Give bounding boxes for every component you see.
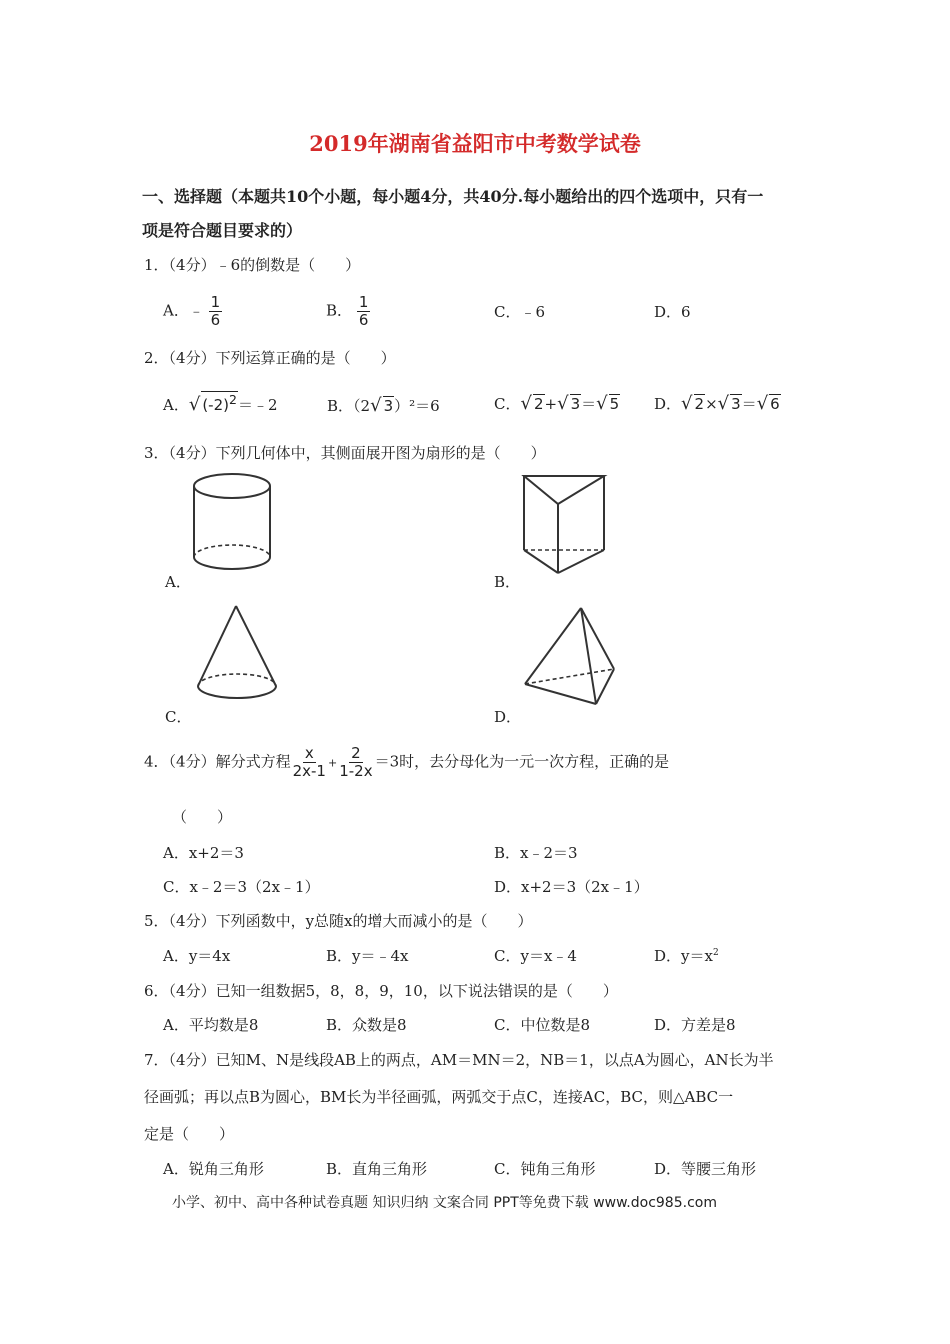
- q4-blank: （ ）: [172, 808, 233, 826]
- q7-option-c: C．钝角三角形: [494, 1160, 596, 1178]
- q1-a-fraction: [209, 294, 223, 329]
- q4-fraction-1: [291, 745, 328, 780]
- q2-stem: 2．（4分）下列运算正确的是（ ）: [144, 349, 396, 367]
- q4-stem: [144, 745, 669, 780]
- q1-stem: 1．（4分）﹣6的倒数是（ ）: [144, 256, 361, 274]
- q2-d-r2: 3: [731, 395, 741, 413]
- q1-b-num: 1: [358, 293, 369, 311]
- q7-line3: 定是（ ）: [144, 1125, 235, 1143]
- q2-a-exp: 2: [229, 392, 237, 407]
- q1-option-d: D．6: [654, 303, 691, 321]
- q2-option-d: D．√ 2×√ 3＝√ 6: [654, 393, 780, 414]
- q5-option-c: C．y＝x﹣4: [494, 947, 577, 965]
- q1-a-den: 6: [210, 311, 221, 329]
- q1-a-num: 1: [210, 293, 221, 311]
- q5-d-pre: D．y＝x: [654, 947, 713, 965]
- q2-b-rest: ）²＝6: [394, 397, 440, 415]
- q4-f2-den: 1-2x: [339, 762, 373, 780]
- q6-option-b: B．众数是8: [326, 1016, 407, 1034]
- q3-option-a: A．: [165, 573, 191, 591]
- q1-option-c: C．﹣6: [494, 303, 546, 321]
- sqrt-icon: √: [596, 393, 608, 414]
- q6-option-d: D．方差是8: [654, 1016, 736, 1034]
- q1-b-label: B．: [326, 301, 353, 320]
- q7-option-a: A．锐角三角形: [163, 1160, 264, 1178]
- q2-option-c: C．√ 2+√ 3＝√ 5: [494, 393, 620, 414]
- q7-line2: 径画弧；再以点B为圆心，BM长为半径画弧，两弧交于点C，连接AC，BC，则△ABC一: [144, 1088, 734, 1106]
- q2-d-r1: 2: [694, 395, 705, 413]
- section-heading-line2: 项是符合题目要求的）: [142, 221, 303, 240]
- page-title: 2019年湖南省益阳市中考数学试卷: [309, 131, 641, 156]
- section-heading-line1: 一、选择题（本题共10个小题，每小题4分，共40分.每小题给出的四个选项中，只有一: [142, 187, 764, 206]
- q5-option-a: A．y＝4x: [163, 947, 231, 965]
- q4-f1-num: x: [304, 744, 314, 762]
- sqrt-icon: √: [370, 395, 382, 416]
- q2-c-r3: 5: [609, 395, 620, 413]
- q5-stem: 5．（4分）下列函数中，y总随x的增大而减小的是（ ）: [144, 912, 533, 930]
- q5-d-exp: 2: [712, 948, 719, 958]
- q4-fraction-2: [337, 745, 374, 780]
- q1-b-fraction: [357, 294, 371, 329]
- cylinder-figure: [185, 470, 285, 580]
- q6-option-a: A．平均数是8: [163, 1016, 259, 1034]
- q4-stem-pre: 4．（4分）解分式方程: [144, 752, 291, 771]
- sqrt-icon: √: [188, 394, 201, 415]
- q4-f1-den: 2x-1: [292, 762, 326, 780]
- q1-a-label: A．: [163, 301, 189, 320]
- q4-option-c: C．x﹣2＝3（2x﹣1）: [163, 878, 320, 896]
- sqrt-icon: √: [681, 393, 693, 414]
- q4-option-d: D．x+2＝3（2x﹣1）: [494, 878, 649, 896]
- q2-c-label: C．: [494, 395, 521, 413]
- q2-a-rest: ＝﹣2: [237, 396, 278, 414]
- q5-option-b: B．y＝﹣4x: [326, 947, 409, 965]
- q6-option-c: C．中位数是8: [494, 1016, 591, 1034]
- q2-b-label: B．（2: [327, 397, 371, 415]
- q2-d-label: D．: [654, 395, 682, 413]
- q2-b-rad: 3: [383, 397, 394, 415]
- cone-figure: [190, 600, 290, 710]
- q1-option-b: [326, 294, 370, 329]
- sqrt-icon: √: [756, 393, 769, 414]
- q3-option-d: D．: [494, 708, 522, 726]
- q1-b-den: 6: [358, 311, 369, 329]
- q2-a-radicand: [201, 391, 238, 414]
- q4-plus: +: [327, 756, 338, 770]
- q4-option-a: A．x+2＝3: [163, 844, 244, 862]
- sqrt-icon: √: [717, 393, 730, 414]
- q2-c-r1: 2: [533, 395, 544, 413]
- q2-c-r2: 3: [570, 395, 581, 413]
- triangular-prism-figure: [518, 470, 628, 580]
- q7-option-d: D．等腰三角形: [654, 1160, 757, 1178]
- q2-d-r3: 6: [770, 395, 780, 413]
- q3-option-b: B．: [494, 573, 521, 591]
- q2-option-b: [327, 395, 440, 416]
- q7-line1: 7．（4分）已知M、N是线段AB上的两点，AM＝MN＝2，NB＝1，以点A为圆心，AN长为半: [144, 1051, 774, 1069]
- triangular-pyramid-figure: [518, 600, 628, 710]
- q3-option-c: C．: [165, 708, 192, 726]
- q3-stem: 3．（4分）下列几何体中，其侧面展开图为扇形的是（ ）: [144, 444, 546, 462]
- q1-a-sign: ﹣: [188, 301, 204, 320]
- q5-option-d: [654, 945, 719, 966]
- q2-a-label: A．: [163, 396, 189, 414]
- sqrt-icon: √: [557, 393, 569, 414]
- q2-a-rad: (-2): [202, 396, 229, 414]
- q4-stem-post: ＝3时，去分母化为一元一次方程，正确的是: [374, 752, 670, 771]
- sqrt-icon: √: [520, 393, 532, 414]
- footer-text: 小学、初中、高中各种试卷真题 知识归纳 文案合同 PPT等免费下载 www.doc985.com: [172, 1195, 717, 1211]
- q7-option-b: B．直角三角形: [326, 1160, 428, 1178]
- q2-option-a: [163, 391, 278, 415]
- q4-f2-num: 2: [351, 744, 361, 762]
- q6-stem: 6．（4分）已知一组数据5，8，8，9，10，以下说法错误的是（ ）: [144, 982, 618, 1000]
- q1-option-a: [163, 294, 222, 329]
- q4-option-b: B．x﹣2＝3: [494, 844, 578, 862]
